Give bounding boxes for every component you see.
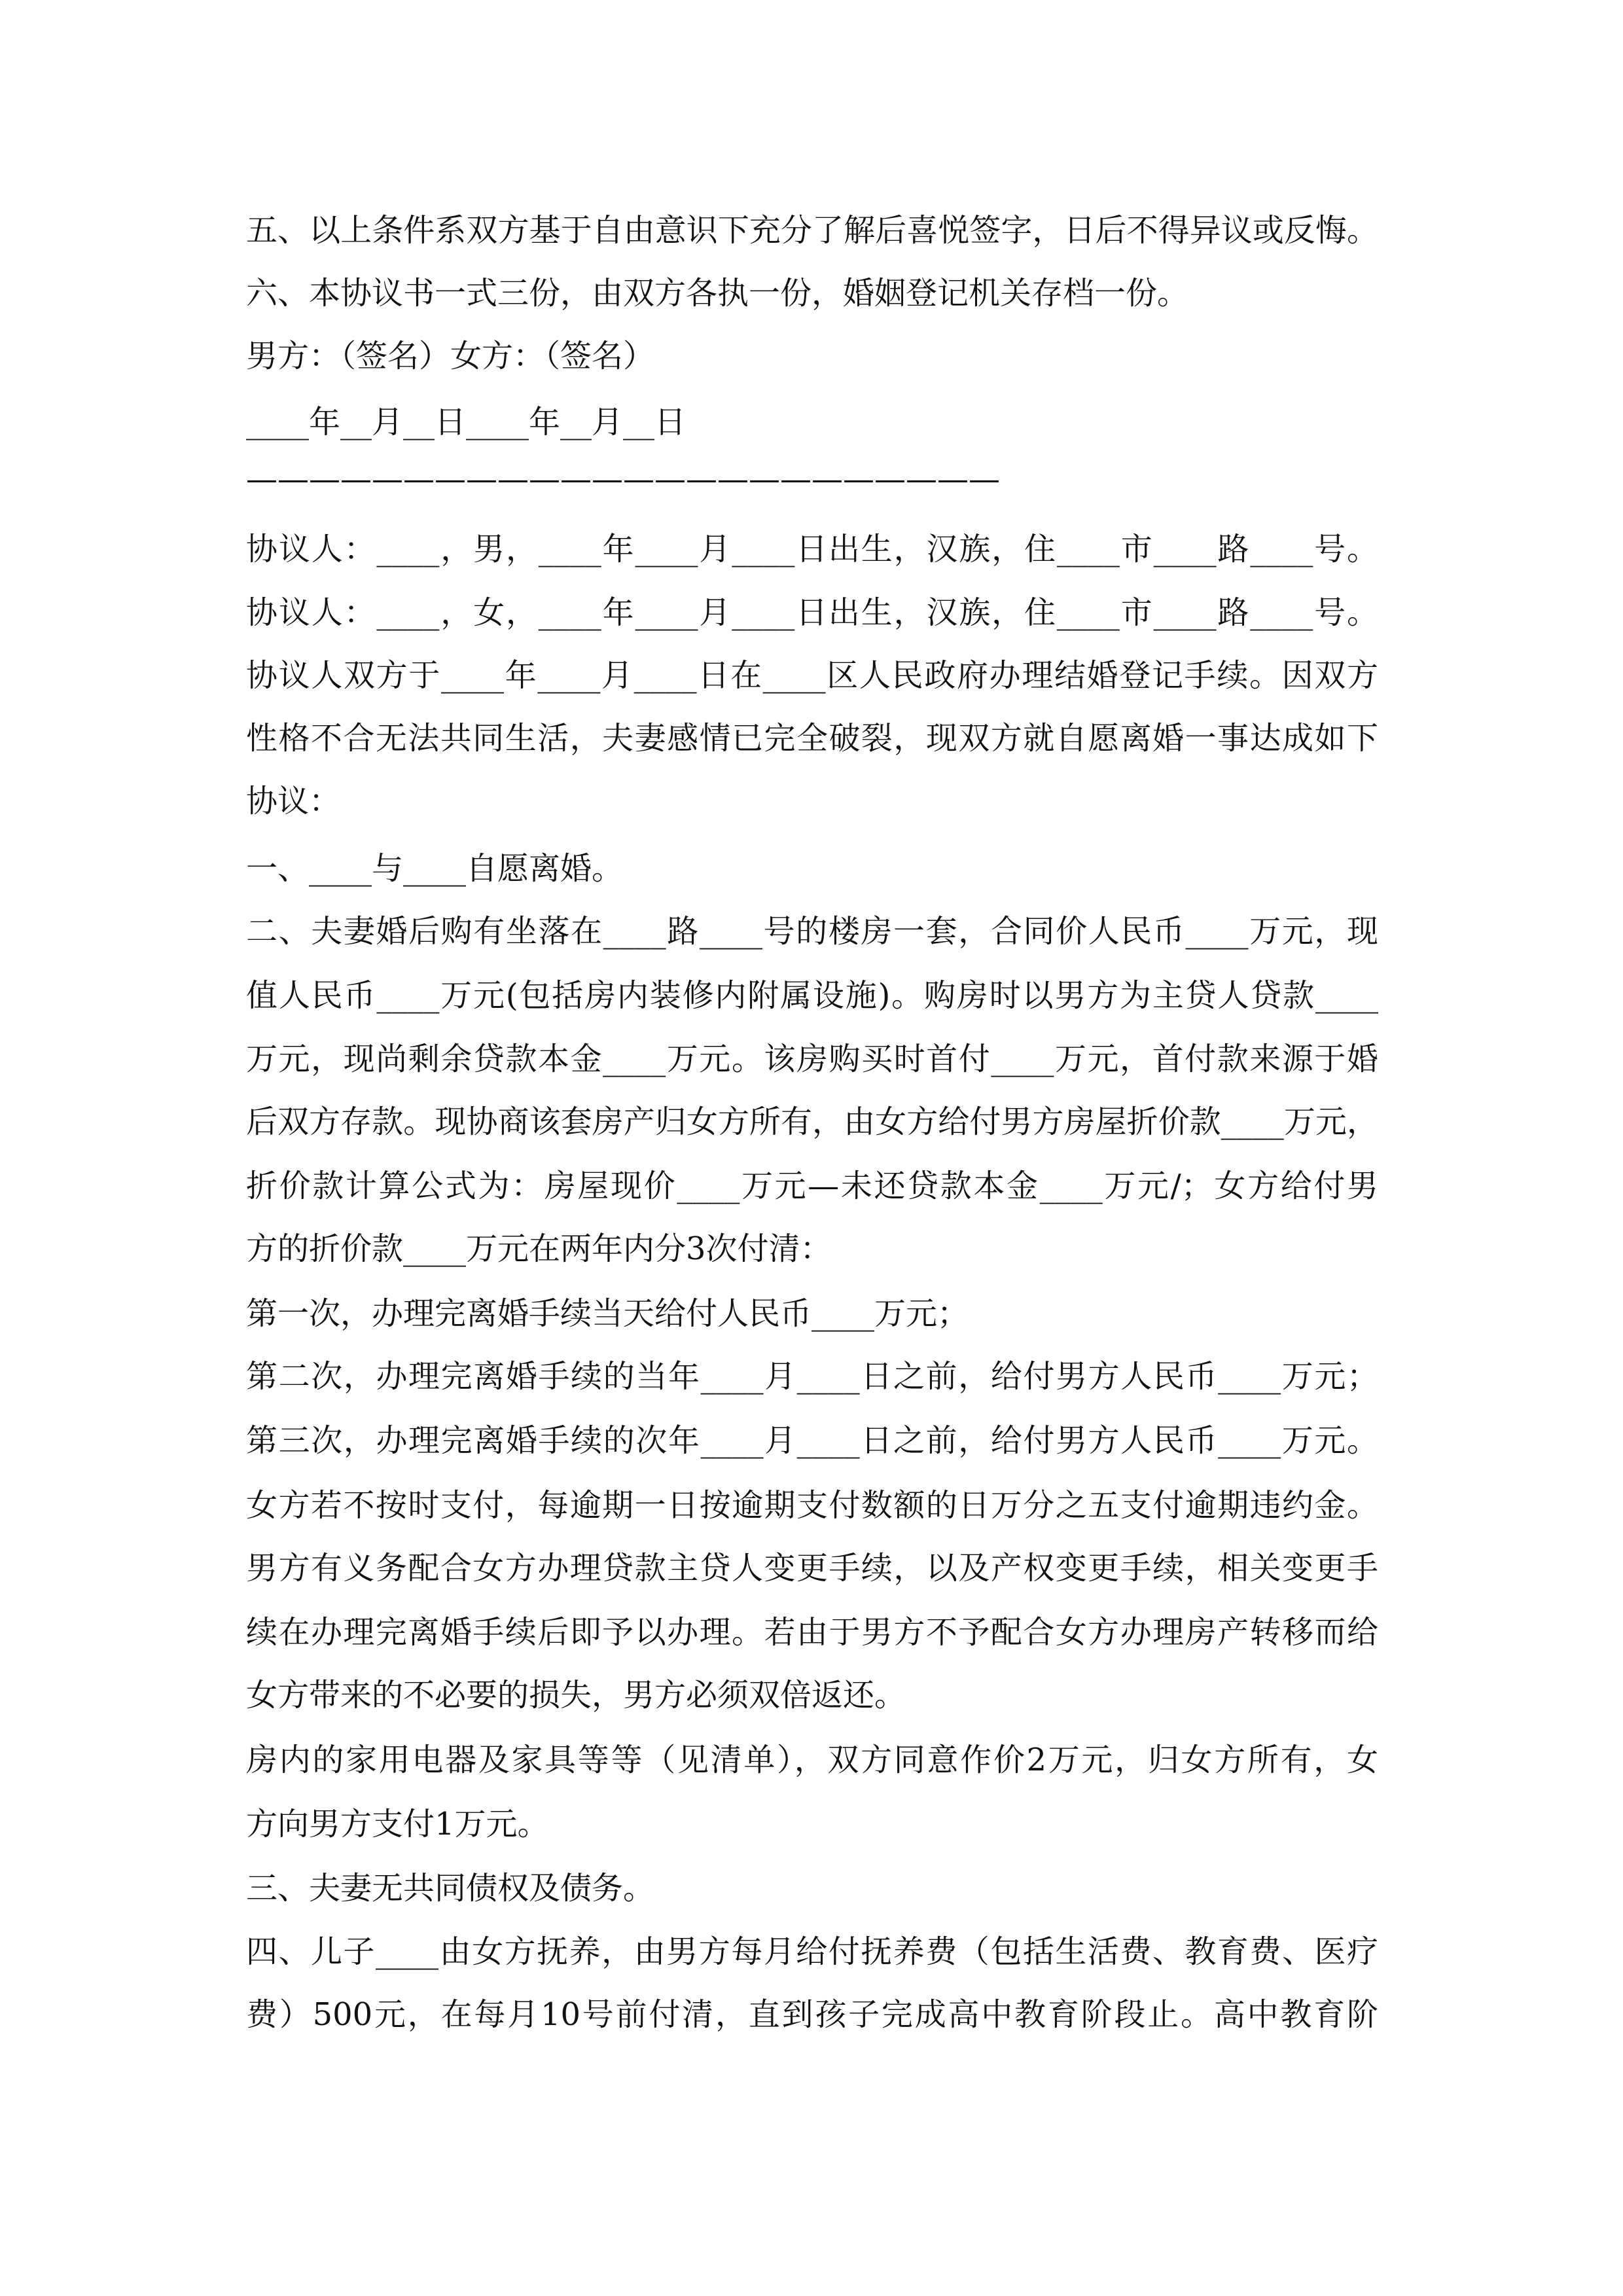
paragraph-line: 费）500元，在每月10号前付清，直到孩子完成高中教育阶段止。高中教育阶 [246, 1996, 1378, 2033]
paragraph-line: 方的折价款____万元在两年内分3次付清： [246, 1230, 832, 1267]
divider: ———————————————————————— [246, 461, 1000, 497]
clause-3: 三、夫妻无共同债权及债务。 [246, 1870, 655, 1907]
clause-4: 四、儿子____由女方抚养，由男方每月给付抚养费（包括生活费、教育费、医疗 [246, 1933, 1378, 1970]
clause-1: 一、____与____自愿离婚。 [246, 850, 624, 887]
paragraph-line: 女方带来的不必要的损失，男方必须双倍返还。 [246, 1677, 906, 1713]
paragraph-line: 女方若不按时支付，每逾期一日按逾期支付数额的日万分之五支付逾期违约金。 [246, 1487, 1378, 1524]
party-female: 协议人：____，女，____年____月____日出生，汉族，住____市____路____号。 [246, 594, 1378, 631]
paragraph-line: 折价款计算公式为：房屋现价____万元—未还贷款本金____万元/；女方给付男 [246, 1168, 1378, 1204]
party-male: 协议人：____，男，____年____月____日出生，汉族，住____市____路____号。 [246, 531, 1378, 567]
paragraph-line: 性格不合无法共同生活，夫妻感情已完全破裂，现双方就自愿离婚一事达成如下 [246, 720, 1378, 757]
signature-line: 男方：（签名）女方：（签名） [246, 338, 655, 374]
payment-2: 第二次，办理完离婚手续的当年____月____日之前，给付男方人民币____万元； [246, 1358, 1378, 1395]
clause-2: 二、夫妻婚后购有坐落在____路____号的楼房一套，合同价人民币____万元，现 [246, 913, 1378, 950]
paragraph-line: 方向男方支付1万元。 [246, 1806, 549, 1842]
payment-1: 第一次，办理完离婚手续当天给付人民币____万元； [246, 1295, 969, 1332]
paragraph-line: 男方有义务配合女方办理贷款主贷人变更手续，以及产权变更手续，相关变更手 [246, 1550, 1378, 1587]
paragraph-line: 协议： [246, 783, 341, 819]
paragraph-line: 房内的家用电器及家具等等（见清单），双方同意作价2万元，归女方所有，女 [246, 1742, 1378, 1778]
date-line: ____年__月__日____年__月__日 [246, 404, 687, 440]
clause-6: 六、本协议书一式三份，由双方各执一份，婚姻登记机关存档一份。 [246, 275, 1189, 312]
paragraph-line: 值人民币____万元(包括房内装修内附属设施)。购房时以男方为主贷人贷款____ [246, 977, 1378, 1014]
clause-5: 五、以上条件系双方基于自由意识下充分了解后喜悦签字，日后不得异议或反悔。 [246, 212, 1378, 249]
paragraph-line: 后双方存款。现协商该套房产归女方所有，由女方给付男方房屋折价款____万元， [246, 1103, 1378, 1140]
payment-3: 第三次，办理完离婚手续的次年____月____日之前，给付男方人民币____万元。 [246, 1422, 1378, 1459]
paragraph-line: 协议人双方于____年____月____日在____区人民政府办理结婚登记手续。因双方 [246, 657, 1378, 694]
paragraph-line: 万元，现尚剩余贷款本金____万元。该房购买时首付____万元，首付款来源于婚 [246, 1041, 1378, 1077]
paragraph-line: 续在办理完离婚手续后即予以办理。若由于男方不予配合女方办理房产转移而给 [246, 1614, 1378, 1651]
